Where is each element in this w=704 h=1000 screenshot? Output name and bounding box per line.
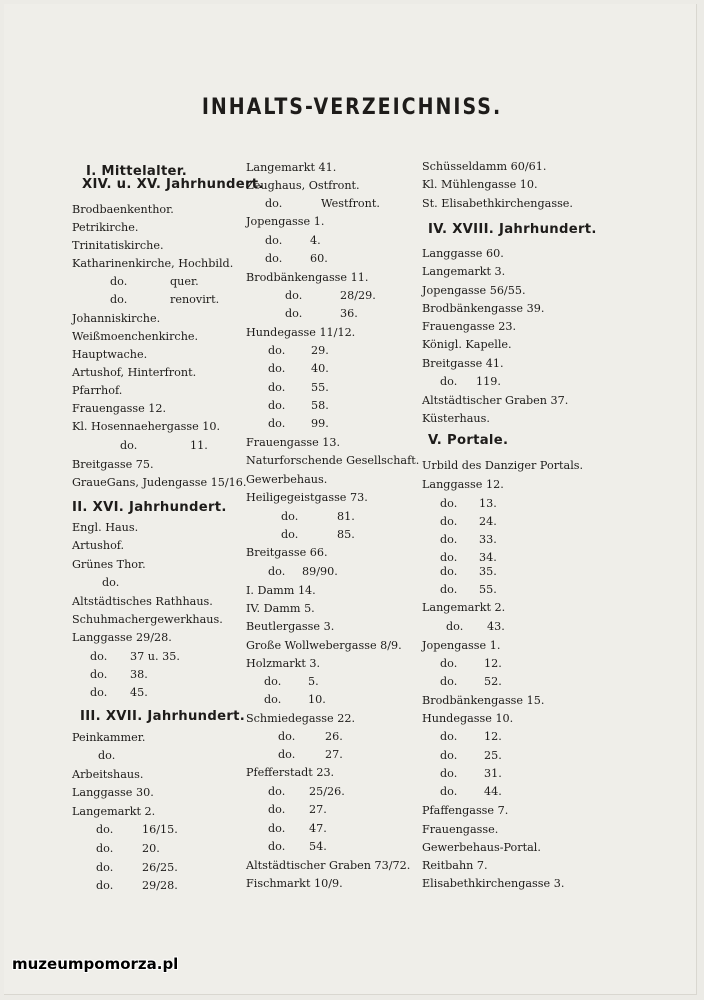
entry-value: 26/25. (142, 861, 178, 874)
entry-text: Langgasse 30. (72, 786, 154, 799)
entry-text: Schüsseldamm 60/61. (422, 160, 547, 173)
entry-text: do. (268, 399, 286, 412)
entry-value: 38. (130, 668, 148, 681)
index-entry (246, 602, 315, 616)
entry-text: Langemarkt 2. (422, 601, 506, 614)
index-entry (422, 247, 504, 261)
entry-text: do. (264, 693, 282, 706)
index-entry (72, 312, 160, 326)
index-entry (96, 861, 113, 875)
index-entry (72, 539, 124, 553)
index-entry (422, 639, 500, 653)
entry-value: 45. (130, 686, 148, 699)
index-entry (246, 271, 368, 285)
entry-text: Gewerbehaus. (246, 473, 328, 486)
index-entry (246, 639, 402, 653)
index-entry (72, 768, 143, 782)
entry-text: do. (265, 252, 283, 265)
entry-text: III. XVII. Jahrhundert. (80, 709, 246, 724)
index-entry (246, 620, 334, 634)
entry-text: Arbeitshaus. (72, 768, 144, 781)
index-entry (72, 257, 233, 271)
entry-text: Petrikirche. (72, 221, 139, 234)
index-entry (246, 546, 328, 560)
index-entry (268, 362, 285, 376)
entry-text: Breitgasse 41. (422, 357, 504, 370)
entry-value: 44. (484, 785, 502, 798)
entry-value: 58. (311, 399, 329, 412)
index-entry (246, 473, 327, 487)
index-entry (246, 436, 340, 450)
entry-text: Johanniskirche. (72, 312, 161, 325)
index-entry (72, 420, 220, 434)
index-entry (440, 675, 457, 689)
entry-text: do. (102, 576, 120, 589)
entry-value: 54. (309, 840, 327, 853)
index-entry (96, 842, 113, 856)
entry-text: I. Damm 14. (246, 584, 316, 597)
entry-text: Katharinenkirche, Hochbild. (72, 257, 234, 270)
entry-text: Frauengasse. (422, 823, 499, 836)
index-entry (72, 239, 164, 253)
entry-text: do. (268, 362, 286, 375)
entry-value: 37 u. 35. (130, 650, 180, 663)
entry-text: Brodbaenkenthor. (72, 203, 174, 216)
entry-value: 16/15. (142, 823, 178, 836)
index-entry (246, 584, 316, 598)
entry-value: 5. (308, 675, 319, 688)
index-entry (440, 515, 457, 529)
index-entry (246, 766, 334, 780)
entry-value: 89/90. (302, 565, 338, 578)
entry-text: Gewerbehaus-Portal. (422, 841, 541, 854)
entry-text: Elisabethkirchengasse 3. (422, 877, 565, 890)
entry-text: Hundegasse 10. (422, 712, 514, 725)
entry-text: Hundegasse 11/12. (246, 326, 356, 339)
entry-text: Jopengasse 56/55. (422, 284, 526, 297)
index-entry (440, 749, 457, 763)
entry-value: Westfront. (321, 197, 380, 210)
index-entry (268, 399, 285, 413)
index-entry (110, 275, 127, 289)
index-entry (265, 197, 282, 211)
index-entry (440, 583, 457, 597)
entry-text: Brodbänkengasse 15. (422, 694, 545, 707)
index-entry (110, 293, 127, 307)
entry-text: Frauengasse 13. (246, 436, 341, 449)
entry-text: XIV. u. XV. Jahrhundert. (82, 177, 264, 192)
index-entry (440, 657, 457, 671)
entry-text: do. (90, 668, 108, 681)
index-entry (440, 551, 457, 565)
entry-value: 33. (479, 533, 497, 546)
entry-text: do. (440, 551, 458, 564)
entry-value: 55. (311, 381, 329, 394)
entry-text: Langgasse 12. (422, 478, 504, 491)
entry-text: Langemarkt 3. (422, 265, 506, 278)
entry-text: do. (285, 289, 303, 302)
index-entry (246, 161, 336, 175)
index-entry (268, 565, 285, 579)
entry-text: Trinitatiskirche. (72, 239, 164, 252)
entry-text: Große Wollwebergasse 8/9. (246, 639, 402, 652)
index-entry (246, 491, 368, 505)
index-entry (440, 730, 457, 744)
index-entry (246, 326, 355, 340)
entry-text: Frauengasse 23. (422, 320, 517, 333)
entry-text: Brodbänkengasse 39. (422, 302, 545, 315)
index-entry (98, 749, 115, 763)
entry-text: do. (278, 748, 296, 761)
entry-text: do. (96, 879, 114, 892)
index-entry (422, 601, 505, 615)
index-entry (422, 412, 490, 426)
section-heading (80, 710, 245, 724)
entry-text: Naturforschende Gesellschaft. (246, 454, 420, 467)
index-entry (278, 730, 295, 744)
entry-text: Hauptwache. (72, 348, 148, 361)
index-entry (72, 595, 213, 609)
entry-text: Königl. Kapelle. (422, 338, 512, 351)
index-entry (72, 521, 138, 535)
index-entry (422, 694, 544, 708)
index-entry (422, 804, 508, 818)
entry-text: Breitgasse 75. (72, 458, 154, 471)
entry-text: do. (268, 417, 286, 430)
index-entry (422, 877, 564, 891)
entry-text: do. (110, 293, 128, 306)
entry-value: 11. (190, 439, 208, 452)
entry-text: St. Elisabethkirchengasse. (422, 197, 573, 210)
entry-value: 12. (484, 730, 502, 743)
index-entry (285, 289, 302, 303)
index-entry (422, 284, 526, 298)
index-entry (422, 178, 538, 192)
page-title: INHALTS-VERZEICHNISS. (201, 94, 503, 120)
index-entry (422, 320, 516, 334)
entry-text: do. (440, 565, 458, 578)
entry-value: 81. (337, 510, 355, 523)
index-entry (268, 381, 285, 395)
entry-text: do. (265, 234, 283, 247)
entry-text: II. XVI. Jahrhundert. (72, 500, 227, 515)
entry-value: 55. (479, 583, 497, 596)
index-entry (422, 357, 504, 371)
entry-value: 10. (308, 693, 326, 706)
entry-text: do. (278, 730, 296, 743)
index-entry (268, 785, 285, 799)
entry-value: 26. (325, 730, 343, 743)
index-entry (246, 859, 410, 873)
index-entry (90, 686, 107, 700)
index-entry (72, 558, 146, 572)
index-entry (422, 197, 573, 211)
entry-text: do. (440, 785, 458, 798)
entry-text: Engl. Haus. (72, 521, 139, 534)
index-entry (72, 330, 198, 344)
entry-text: do. (285, 307, 303, 320)
entry-text: Zeughaus, Ostfront. (246, 179, 360, 192)
entry-text: Altstädtischer Graben 73/72. (246, 859, 411, 872)
entry-text: Jopengasse 1. (246, 215, 325, 228)
entry-text: do. (440, 583, 458, 596)
entry-value: 52. (484, 675, 502, 688)
entry-text: do. (98, 749, 116, 762)
entry-value: 40. (311, 362, 329, 375)
entry-text: Peinkammer. (72, 731, 146, 744)
index-entry (446, 620, 463, 634)
index-entry (72, 203, 174, 217)
entry-text: Grünes Thor. (72, 558, 146, 571)
entry-text: do. (268, 822, 286, 835)
entry-text: do. (96, 861, 114, 874)
entry-text: do. (440, 730, 458, 743)
index-entry (422, 823, 498, 837)
entry-text: IV. Damm 5. (246, 602, 315, 615)
index-entry (90, 650, 107, 664)
entry-text: do. (110, 275, 128, 288)
entry-text: do. (440, 749, 458, 762)
entry-text: do. (268, 344, 286, 357)
entry-text: do. (446, 620, 464, 633)
index-entry (72, 805, 155, 819)
entry-text: Artushof, Hinterfront. (72, 366, 197, 379)
entry-value: 34. (479, 551, 497, 564)
entry-value: 29/28. (142, 879, 178, 892)
entry-value: 31. (484, 767, 502, 780)
entry-text: do. (90, 650, 108, 663)
index-entry (265, 252, 282, 266)
index-entry (72, 786, 154, 800)
entry-text: Kl. Hosennaehergasse 10. (72, 420, 221, 433)
index-entry (285, 307, 302, 321)
index-entry (96, 879, 113, 893)
entry-text: Pfefferstadt 23. (246, 766, 335, 779)
entry-text: Langgasse 29/28. (72, 631, 172, 644)
entry-text: do. (440, 533, 458, 546)
entry-text: Beutlergasse 3. (246, 620, 335, 633)
entry-value: 28/29. (340, 289, 376, 302)
index-entry (422, 394, 568, 408)
entry-value: 36. (340, 307, 358, 320)
entry-text: do. (90, 686, 108, 699)
index-entry (246, 657, 320, 671)
entry-text: Altstädtischer Graben 37. (422, 394, 569, 407)
index-entry (268, 344, 285, 358)
index-entry (278, 748, 295, 762)
section-heading (428, 223, 597, 237)
index-entry (281, 528, 298, 542)
entry-text: do. (268, 381, 286, 394)
index-entry (422, 841, 541, 855)
index-entry (72, 366, 196, 380)
entry-text: Weißmoenchenkirche. (72, 330, 199, 343)
index-entry (96, 823, 113, 837)
entry-value: 99. (311, 417, 329, 430)
index-entry (246, 215, 324, 229)
entry-text: do. (281, 528, 299, 541)
index-entry (120, 439, 137, 453)
entry-text: do. (440, 375, 458, 388)
index-entry (90, 668, 107, 682)
entry-text: GraueGans, Judengasse 15/16. (72, 476, 247, 489)
entry-text: Urbild des Danziger Portals. (422, 459, 584, 472)
index-entry (422, 478, 504, 492)
entry-value: 24. (479, 515, 497, 528)
entry-text: do. (440, 767, 458, 780)
entry-value: 35. (479, 565, 497, 578)
index-entry (422, 338, 512, 352)
entry-value: 29. (311, 344, 329, 357)
index-entry (268, 840, 285, 854)
entry-text: Fischmarkt 10/9. (246, 877, 343, 890)
index-entry (72, 384, 122, 398)
entry-text: do. (440, 497, 458, 510)
index-entry (72, 458, 154, 472)
entry-value: 20. (142, 842, 160, 855)
entry-text: Langemarkt 41. (246, 161, 337, 174)
entry-text: Brodbänkengasse 11. (246, 271, 369, 284)
entry-text: Langemarkt 2. (72, 805, 156, 818)
index-entry (440, 785, 457, 799)
index-entry (422, 859, 488, 873)
index-entry (440, 565, 457, 579)
entry-value: 43. (487, 620, 505, 633)
entry-text: Schmiedegasse 22. (246, 712, 356, 725)
index-entry (440, 767, 457, 781)
entry-value: 27. (325, 748, 343, 761)
index-entry (72, 476, 246, 490)
entry-text: Pfarrhof. (72, 384, 123, 397)
index-entry (440, 533, 457, 547)
entry-text: Reitbahn 7. (422, 859, 488, 872)
entry-text: do. (268, 840, 286, 853)
entry-text: Kl. Mühlengasse 10. (422, 178, 538, 191)
entry-text: do. (440, 515, 458, 528)
index-entry (440, 375, 457, 389)
index-entry (72, 731, 145, 745)
entry-value: 4. (310, 234, 321, 247)
index-entry (422, 459, 583, 473)
watermark: muzeumpomorza.pl (12, 955, 179, 973)
index-entry (246, 454, 419, 468)
entry-value: 47. (309, 822, 327, 835)
entry-text: Langgasse 60. (422, 247, 504, 260)
index-entry (422, 160, 546, 174)
index-entry (72, 402, 166, 416)
index-entry (102, 576, 119, 590)
index-entry (72, 221, 138, 235)
entry-text: do. (96, 823, 114, 836)
index-entry (422, 712, 513, 726)
entry-text: Heiligegeistgasse 73. (246, 491, 368, 504)
entry-text: Holzmarkt 3. (246, 657, 321, 670)
entry-value: 13. (479, 497, 497, 510)
index-entry (265, 234, 282, 248)
entry-value: 27. (309, 803, 327, 816)
entry-text: Pfaffengasse 7. (422, 804, 509, 817)
entry-text: do. (268, 803, 286, 816)
entry-value: 25/26. (309, 785, 345, 798)
entry-text: do. (268, 565, 286, 578)
index-entry (422, 302, 544, 316)
entry-value: 25. (484, 749, 502, 762)
entry-text: Schuhmachergewerkhaus. (72, 613, 223, 626)
entry-text: do. (281, 510, 299, 523)
entry-text: Küsterhaus. (422, 412, 490, 425)
index-entry (246, 179, 360, 193)
index-entry (246, 712, 355, 726)
entry-text: do. (440, 657, 458, 670)
index-entry (72, 613, 223, 627)
entry-text: do. (120, 439, 138, 452)
index-entry (72, 348, 147, 362)
entry-value: quer. (170, 275, 199, 288)
index-entry (440, 497, 457, 511)
entry-text: do. (268, 785, 286, 798)
section-heading (82, 178, 264, 192)
entry-text: Breitgasse 66. (246, 546, 328, 559)
index-entry (268, 822, 285, 836)
index-entry (264, 675, 281, 689)
entry-text: do. (440, 675, 458, 688)
entry-text: Frauengasse 12. (72, 402, 167, 415)
section-heading (72, 501, 227, 515)
entry-text: do. (96, 842, 114, 855)
section-heading (428, 434, 508, 448)
entry-value: 85. (337, 528, 355, 541)
entry-text: IV. XVIII. Jahrhundert. (428, 222, 597, 237)
entry-value: 119. (476, 375, 501, 388)
entry-text: do. (264, 675, 282, 688)
index-entry (268, 803, 285, 817)
entry-value: 60. (310, 252, 328, 265)
index-entry (268, 417, 285, 431)
index-entry (422, 265, 505, 279)
index-entry (246, 877, 343, 891)
index-entry (281, 510, 298, 524)
entry-text: V. Portale. (428, 433, 509, 448)
entry-text: Jopengasse 1. (422, 639, 501, 652)
entry-value: renovirt. (170, 293, 220, 306)
entry-value: 12. (484, 657, 502, 670)
entry-text: Altstädtisches Rathhaus. (72, 595, 213, 608)
entry-text: Artushof. (72, 539, 125, 552)
index-entry (72, 631, 172, 645)
entry-text: do. (265, 197, 283, 210)
entry-text: I. Mittelalter. (86, 164, 188, 179)
index-entry (264, 693, 281, 707)
